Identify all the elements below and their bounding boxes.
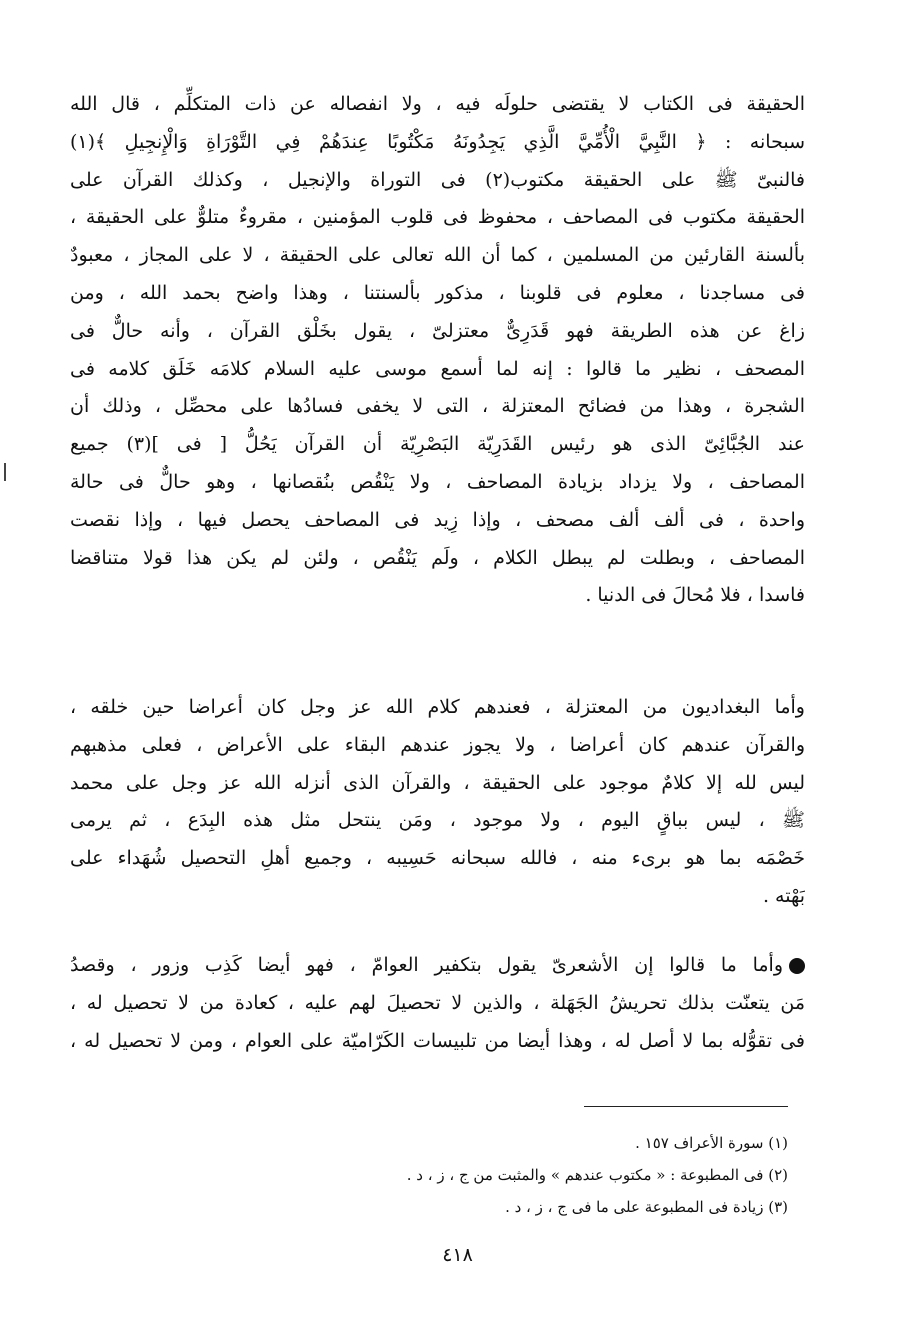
text-line: وأما ما قالوا إن الأشعرىّ يقول بتكفير العوامّ ، فهو أيضا كَذِب وزور ، وقصدُ xyxy=(70,954,783,976)
footnote-divider xyxy=(584,1106,788,1107)
text-line: سبحانه : ﴿ النَّبِيَّ الْأُمِّيَّ الَّذِي يَجِدُونَهُ مَكْتُوبًا عِندَهُمْ فِي التَّوْرَاةِ وَالْإِنجِيلِ ﴾(١) xyxy=(70,130,805,153)
text-line: خَصْمَه بما هو برىء منه ، فالله سبحانه حَسِيبه ، وجميع أهلِ التحصيل شُهَداء على xyxy=(70,847,805,870)
footnotes xyxy=(407,1127,788,1223)
footnote: (٢) فى المطبوعة : « مكتوب عندهم » والمثبت من ج ، ز ، د . xyxy=(406,1166,788,1184)
text-line: ﷺ ، ليس بباقٍ اليوم ، ولا موجود ، ومَن ينتحل مثل هذه البِدَع ، ثم يرمى xyxy=(70,809,805,832)
text-line: فى مساجدنا ، معلوم فى قلوبنا ، مذكور بألسنتنا ، وهذا واضح بحمد الله ، ومن xyxy=(70,281,805,304)
text-line: عند الجُبَّائِىّ الذى هو رئيس القَدَرِيّة البَصْرِيّة أن القرآن يَحُلُّ [ فى ](٣) جميع xyxy=(70,433,805,456)
text-line: الحقيقة مكتوب فى المصاحف ، محفوظ فى قلوب المؤمنين ، مقروءٌ متلوٌّ على الحقيقة ، xyxy=(70,206,805,229)
text-line: المصاحف ، ولا يزداد بزيادة المصاحف ، ولا يَنْقُص بنُقصانها ، وهو حالٌّ فى حالة xyxy=(70,470,805,493)
text-line-with-bullet xyxy=(70,947,805,985)
text-line: فاسدا ، فلا مُحالَ فى الدنيا . xyxy=(585,584,805,607)
page-number: ٤١٨ xyxy=(442,1244,473,1266)
text-line: المصاحف ، وبطلت لم يبطل الكلام ، ولَم يَنْقُص ، ولئن لم يكن هذا قولا متناقضا xyxy=(70,546,805,569)
text-line: بَهْته . xyxy=(762,884,805,907)
text-line: مَن يتعنّت بذلك تحريشُ الجَهَلة ، والذين لا تحصيلَ لهم عليه ، كعادة من لا تحصيل له ، xyxy=(70,991,805,1014)
text-line: الحقيقة فى الكتاب لا يقتضى حلولَه فيه ، ولا انفصاله عن ذات المتكلِّم ، قال الله xyxy=(70,93,805,115)
text-line: المصحف ، نظير ما قالوا : إنه لما أسمع موسى عليه السلام كلامَه خَلَق كلامه فى xyxy=(70,357,805,380)
text-line: فى تقوُّله بما لا أصل له ، وهذا أيضا من تلبيسات الكَرّاميّة على العوام ، ومن لا تحصيل له ، xyxy=(70,1029,805,1052)
paragraph-1 xyxy=(70,86,805,615)
text-line: فالنبىّ ﷺ على الحقيقة مكتوب(٢) فى التوراة والإنجيل ، وكذلك القرآن على xyxy=(70,168,805,191)
text-line: الشجرة ، وهذا من فضائح المعتزلة ، التى لا يخفى فسادُها على محصِّل ، وذلك أن xyxy=(70,395,805,418)
text-line: والقرآن عندهم كان أعراضا ، ولا يجوز عندهم البقاء على الأعراض ، فعلى مذهبهم xyxy=(70,733,805,756)
text-line: زاغ عن هذه الطريقة فهو قَدَرِىٌّ معتزلىّ ، يقول بخَلْق القرآن ، وأنه حالٌّ فى xyxy=(70,319,805,342)
footnote: (٣) زيادة فى المطبوعة على ما فى ج ، ز ، د . xyxy=(505,1198,788,1216)
bullet-icon xyxy=(789,958,805,974)
paragraph-3 xyxy=(70,947,805,1060)
margin-mark xyxy=(4,463,6,481)
text-line: وأما البغداديون من المعتزلة ، فعندهم كلام الله عز وجل كان أعراضا حين خلقه ، xyxy=(70,696,805,718)
text-line: ليس لله إلا كلامٌ موجود على الحقيقة ، والقرآن الذى أنزله الله عز وجل على محمد xyxy=(70,771,805,794)
text-line: بألسنة القارئين من المسلمين ، كما أن الله تعالى على الحقيقة ، لا على المجاز ، معبودٌ xyxy=(70,244,805,267)
footnote: (١) سورة الأعراف ١٥٧ . xyxy=(635,1134,788,1152)
text-line: واحدة ، فى ألف ألف مصحف ، وإذا زِيد فى المصاحف يحصل فيها ، وإذا نقصت xyxy=(70,508,805,531)
paragraph-2 xyxy=(70,689,805,916)
